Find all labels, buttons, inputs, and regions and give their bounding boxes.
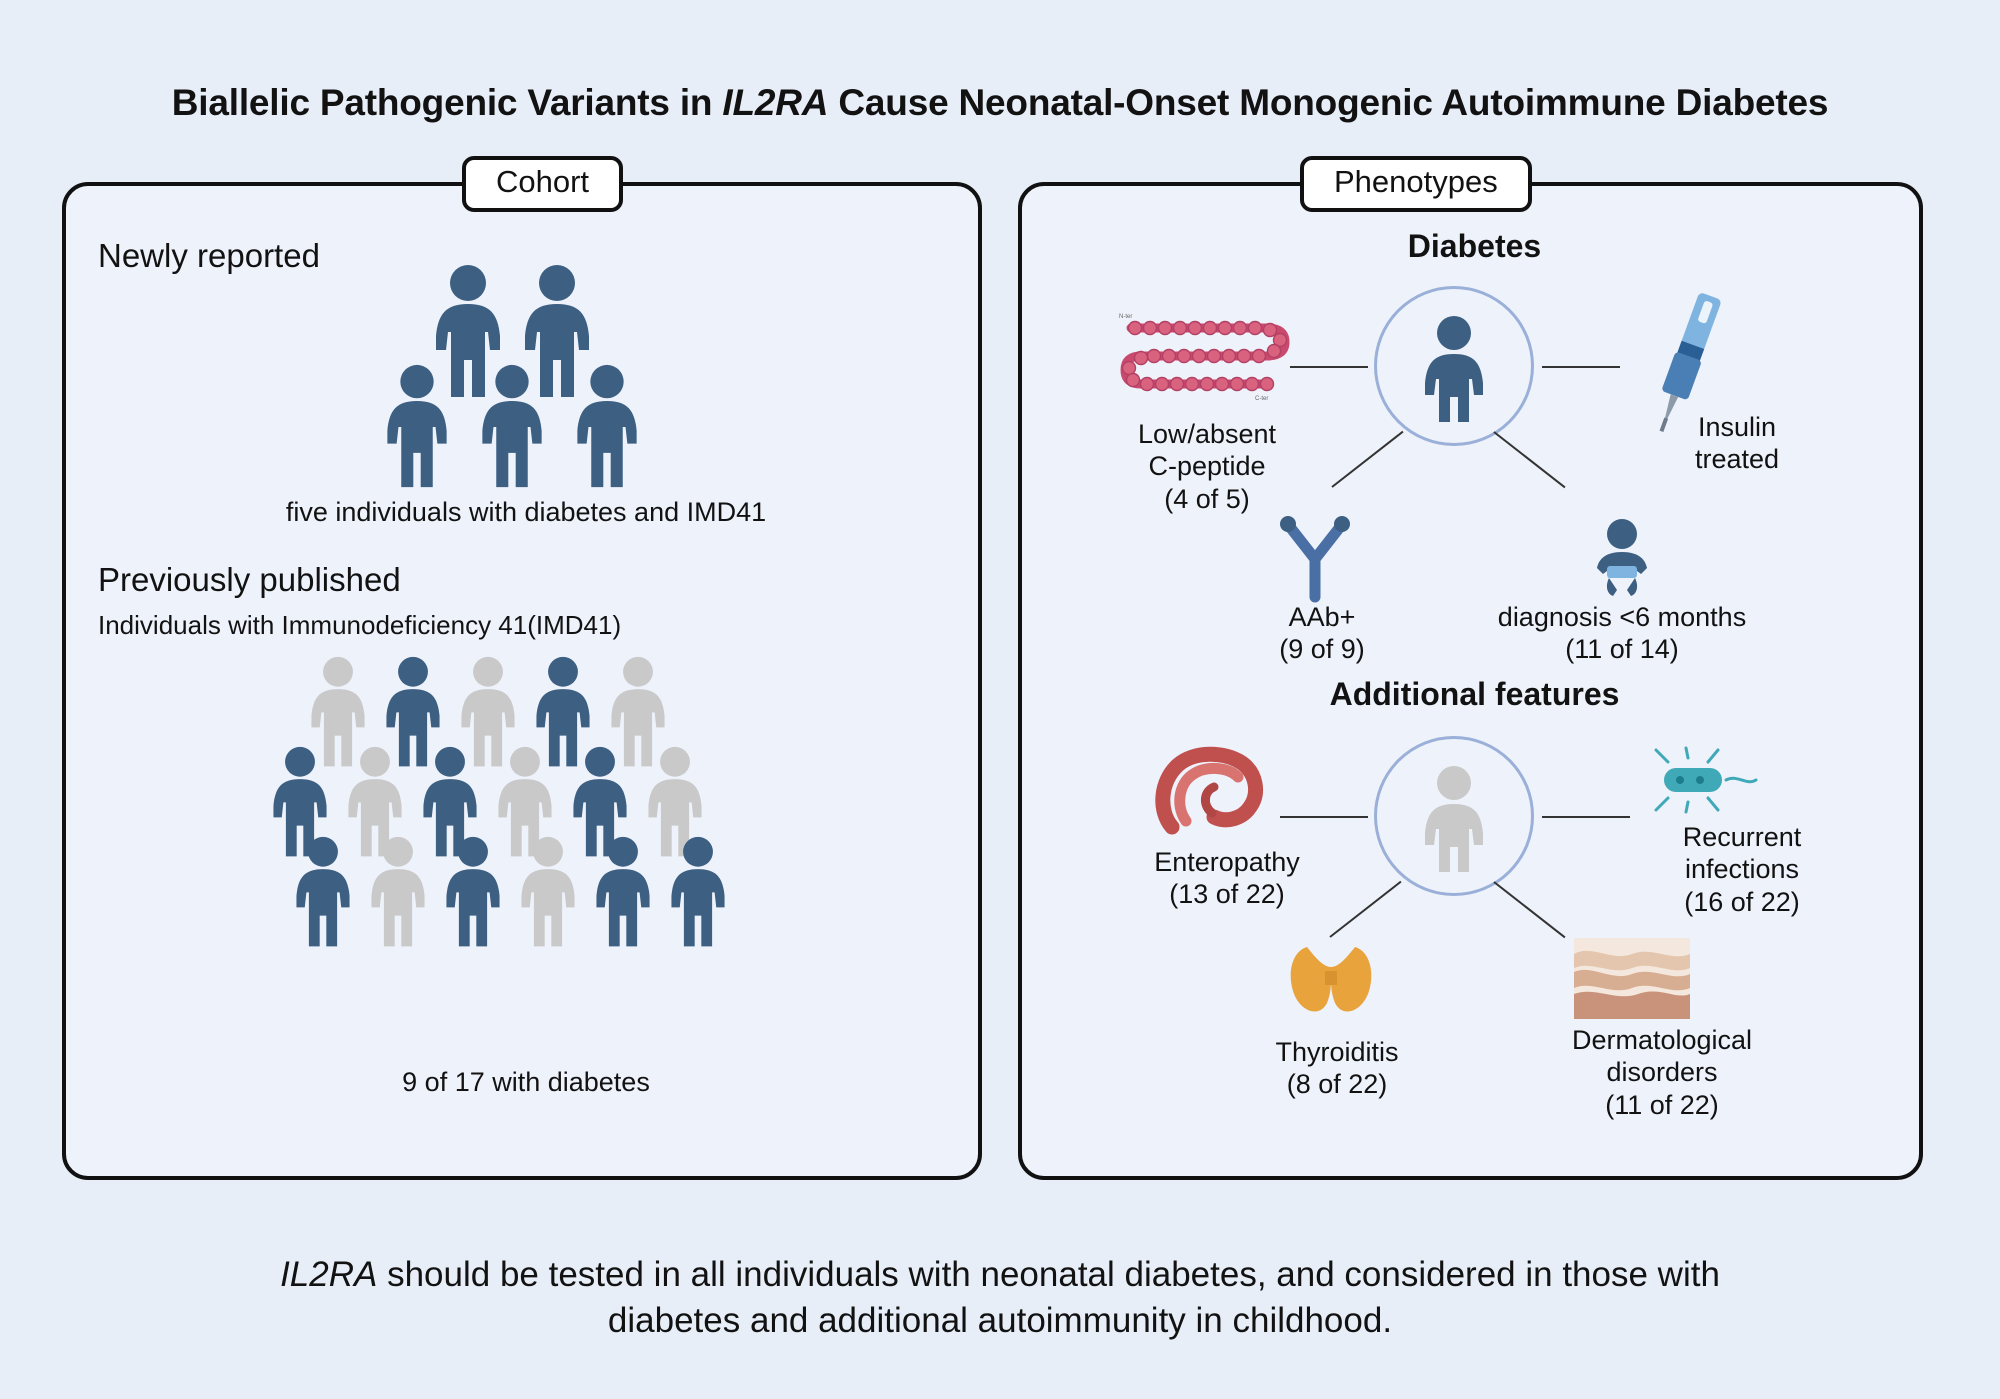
dermatological-label <box>1512 1024 1812 1121</box>
person-icon <box>286 836 360 948</box>
c-peptide-label-line2: C-peptide <box>1148 451 1266 482</box>
title-gene: IL2RA <box>722 82 829 123</box>
previously-published-heading: Previously published <box>98 561 401 598</box>
person-silhouette-icon <box>471 364 553 489</box>
previously-published-caption: 9 of 17 with diabetes <box>402 1067 650 1097</box>
c-peptide-chain-icon <box>1117 308 1297 408</box>
person-icon <box>511 836 585 948</box>
recurrent-infections-line2: infections <box>1684 854 1800 885</box>
title-after: Cause Neonatal-Onset Monogenic Autoimmune Diabetes <box>828 82 1829 123</box>
connector-line <box>1280 816 1368 818</box>
diabetes-heading: Diabetes <box>1407 228 1542 264</box>
enteropathy-text: Enteropathy <box>1154 847 1300 877</box>
svg-text:C-ter: C-ter <box>1255 396 1269 402</box>
previously-published-subheading: Individuals with Immunodeficiency 41(IMD41) <box>98 610 622 640</box>
cohort-panel-tab: Cohort <box>462 156 623 212</box>
dermatological-line1: Dermatological <box>1571 1025 1753 1055</box>
connector-line <box>1542 366 1620 368</box>
newly-reported-heading: Newly reported <box>98 237 320 274</box>
diagnosis-age-count: (11 of 14) <box>1565 634 1679 665</box>
c-peptide-label-line1: Low/absent <box>1137 419 1277 449</box>
phenotypes-panel <box>1018 164 1923 1180</box>
conclusion-text <box>60 1252 1940 1344</box>
diagnosis-age-label <box>1422 601 1822 666</box>
person-circle-grey-icon <box>1374 736 1534 896</box>
newly-reported-caption: five individuals with diabetes and IMD41 <box>285 497 767 527</box>
person-icon <box>661 836 735 948</box>
baby-icon <box>1577 516 1667 601</box>
svg-text:N-ter: N-ter <box>1119 314 1133 320</box>
enteropathy-label <box>1112 846 1342 911</box>
aab-label <box>1232 601 1412 666</box>
dermatological-count: (11 of 22) <box>1605 1089 1719 1120</box>
conclusion-line2: diabetes and additional autoimmunity in childhood. <box>607 1301 1393 1341</box>
page-title <box>0 82 2000 124</box>
dermatological-line2: disorders <box>1606 1057 1718 1088</box>
thyroid-icon <box>1277 941 1387 1031</box>
person-icon <box>436 836 510 948</box>
thyroiditis-label <box>1242 1036 1432 1101</box>
additional-features-heading: Additional features <box>1329 676 1620 712</box>
person-icon <box>566 364 648 489</box>
person-in-circle-glyph <box>1377 289 1531 443</box>
person-icon <box>376 364 458 489</box>
person-icon <box>471 364 553 489</box>
recurrent-infections-label <box>1612 821 1872 918</box>
thyroiditis-count: (8 of 22) <box>1286 1069 1388 1100</box>
recurrent-infections-count: (16 of 22) <box>1684 886 1800 917</box>
bacteria-icon <box>1642 746 1762 816</box>
connector-line <box>1290 366 1368 368</box>
phenotypes-panel-tab: Phenotypes <box>1300 156 1532 212</box>
person-in-circle-grey-glyph <box>1377 739 1531 893</box>
person-icon <box>361 836 435 948</box>
previously-published-figure-group <box>281 656 811 956</box>
intestine-icon <box>1152 741 1272 841</box>
aab-count: (9 of 9) <box>1279 634 1365 665</box>
recurrent-infections-line1: Recurrent <box>1682 822 1802 852</box>
c-peptide-label <box>1102 418 1312 515</box>
insulin-label-line2: treated <box>1694 444 1780 475</box>
aab-label-text: AAb+ <box>1288 602 1356 632</box>
person-circle-icon <box>1374 286 1534 446</box>
connector-line <box>1542 816 1630 818</box>
person-silhouette-icon <box>376 364 458 489</box>
skin-layers-icon <box>1572 936 1692 1021</box>
conclusion-gene: IL2RA <box>280 1255 378 1294</box>
enteropathy-count: (13 of 22) <box>1169 879 1285 910</box>
insulin-treated-label <box>1622 411 1852 476</box>
conclusion-line1: should be tested in all individuals with neonatal diabetes, and considered in those with <box>377 1255 1720 1294</box>
thyroiditis-text: Thyroiditis <box>1275 1037 1399 1067</box>
title-before: Biallelic Pathogenic Variants in <box>171 82 723 123</box>
insulin-label-line1: Insulin <box>1697 412 1777 442</box>
person-icon <box>586 836 660 948</box>
c-peptide-count: (4 of 5) <box>1164 483 1250 514</box>
newly-reported-figure-group <box>366 264 656 479</box>
cohort-panel <box>62 164 982 1180</box>
connector-line <box>1331 431 1403 488</box>
antibody-icon <box>1270 511 1360 601</box>
person-silhouette-icon <box>566 364 648 489</box>
diagnosis-age-text: diagnosis <6 months <box>1497 602 1747 632</box>
